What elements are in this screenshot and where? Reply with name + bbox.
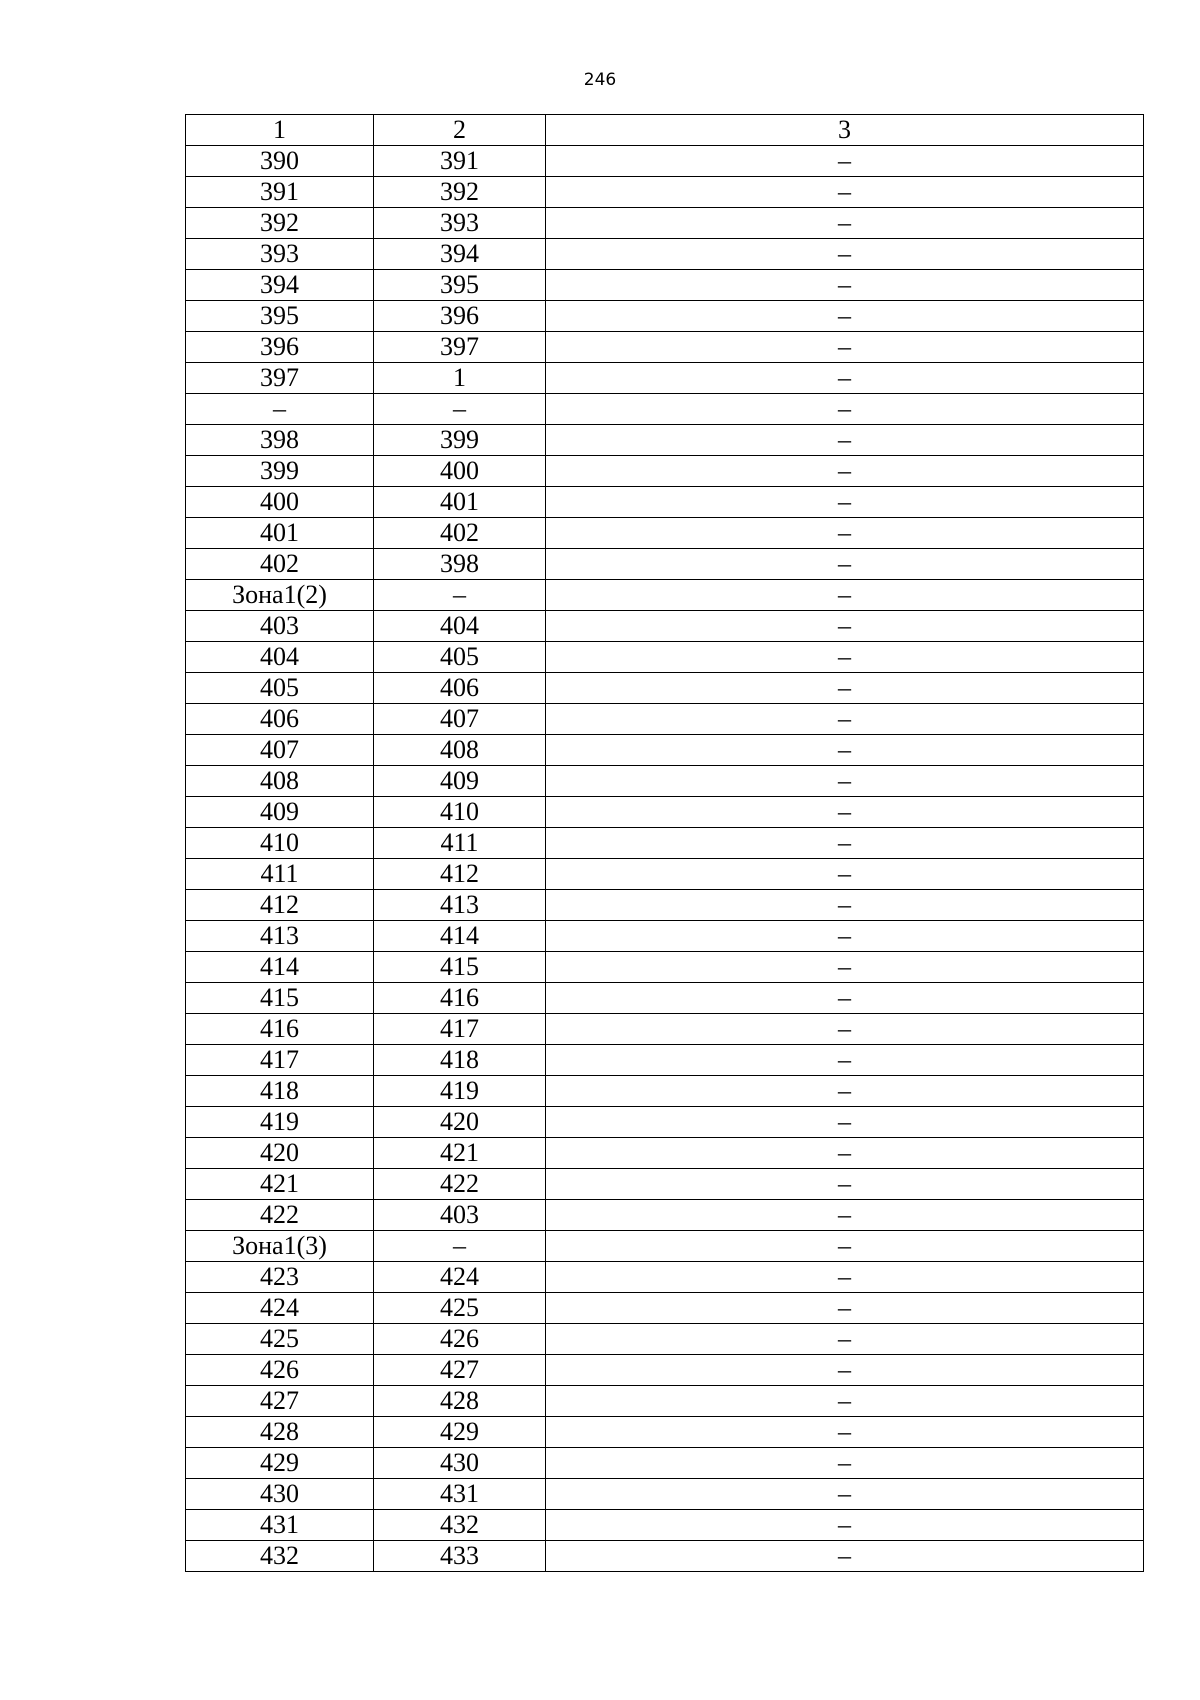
table-cell-col-2: 414 — [374, 921, 546, 952]
table-cell-col-2: 405 — [374, 642, 546, 673]
table-row — [186, 921, 1144, 952]
table-cell-col-2: 411 — [374, 828, 546, 859]
table-cell-col-2: 413 — [374, 890, 546, 921]
table-cell-col-1: 402 — [186, 549, 374, 580]
table-cell-col-3: – — [546, 704, 1144, 735]
table-cell-col-1: 404 — [186, 642, 374, 673]
table-cell-col-3: – — [546, 1262, 1144, 1293]
table-cell-col-2: – — [374, 1231, 546, 1262]
table-cell-col-1: 426 — [186, 1355, 374, 1386]
page-number: 246 — [583, 70, 617, 90]
table-row — [186, 301, 1144, 332]
table-cell-col-3: – — [546, 735, 1144, 766]
table-cell-col-3: – — [546, 673, 1144, 704]
table-cell-col-1: 420 — [186, 1138, 374, 1169]
table-cell-col-1: 412 — [186, 890, 374, 921]
table-cell-col-1: 427 — [186, 1386, 374, 1417]
table-cell-col-1: 403 — [186, 611, 374, 642]
table-row — [186, 611, 1144, 642]
table-cell-col-1: 421 — [186, 1169, 374, 1200]
table-row — [186, 673, 1144, 704]
table-cell-col-2: 424 — [374, 1262, 546, 1293]
table-row — [186, 890, 1144, 921]
table-cell-col-3: – — [546, 1479, 1144, 1510]
table-cell-col-3: – — [546, 1107, 1144, 1138]
table-cell-col-2: 400 — [374, 456, 546, 487]
table-cell-col-3: – — [546, 301, 1144, 332]
table-cell-col-3: – — [546, 859, 1144, 890]
table-cell-col-1: Зона1(3) — [186, 1231, 374, 1262]
table-row — [186, 828, 1144, 859]
table-cell-col-3: – — [546, 1324, 1144, 1355]
table-cell-col-2: 398 — [374, 549, 546, 580]
table-cell-col-2: 409 — [374, 766, 546, 797]
table-row — [186, 518, 1144, 549]
table-cell-col-3: – — [546, 611, 1144, 642]
table-row — [186, 425, 1144, 456]
table-cell-col-1: 431 — [186, 1510, 374, 1541]
table-cell-col-1: 401 — [186, 518, 374, 549]
table-cell-col-2: 425 — [374, 1293, 546, 1324]
table-cell-col-1: 432 — [186, 1541, 374, 1572]
table-cell-col-2: 392 — [374, 177, 546, 208]
table-cell-col-2: 1 — [374, 363, 546, 394]
table-cell-col-1: 399 — [186, 456, 374, 487]
table-cell-col-2: 412 — [374, 859, 546, 890]
table-cell-col-1: 422 — [186, 1200, 374, 1231]
table-cell-col-3: – — [546, 1200, 1144, 1231]
table-cell-col-2: 401 — [374, 487, 546, 518]
table-cell-col-3: – — [546, 1386, 1144, 1417]
table-cell-col-2: 416 — [374, 983, 546, 1014]
table-cell-col-1: 408 — [186, 766, 374, 797]
table-cell-col-3: – — [546, 1014, 1144, 1045]
table-row — [186, 1386, 1144, 1417]
table-cell-col-3: – — [546, 642, 1144, 673]
table-row — [186, 1231, 1144, 1262]
table-cell-col-2: 393 — [374, 208, 546, 239]
table-header-row — [186, 115, 1144, 146]
table-cell-col-3: – — [546, 270, 1144, 301]
table-cell-col-3: – — [546, 1541, 1144, 1572]
table-cell-col-3: – — [546, 1417, 1144, 1448]
table-cell-col-1: 416 — [186, 1014, 374, 1045]
table-cell-col-1: 409 — [186, 797, 374, 828]
table-cell-col-2: 431 — [374, 1479, 546, 1510]
table-cell-col-2: 396 — [374, 301, 546, 332]
table-row — [186, 1448, 1144, 1479]
table-cell-col-3: – — [546, 580, 1144, 611]
table-cell-col-2: 395 — [374, 270, 546, 301]
table-cell-col-1: 417 — [186, 1045, 374, 1076]
table-cell-col-3: – — [546, 549, 1144, 580]
table-cell-col-3: – — [546, 177, 1144, 208]
table-cell-col-1: 418 — [186, 1076, 374, 1107]
table-cell-col-3: – — [546, 208, 1144, 239]
table-cell-col-2: 421 — [374, 1138, 546, 1169]
table-row — [186, 1045, 1144, 1076]
table-row — [186, 363, 1144, 394]
table-cell-col-1: 391 — [186, 177, 374, 208]
table-row — [186, 952, 1144, 983]
table-cell-col-3: – — [546, 456, 1144, 487]
table-cell-col-3: – — [546, 146, 1144, 177]
table-cell-col-2: 406 — [374, 673, 546, 704]
table-row — [186, 1541, 1144, 1572]
data-table — [185, 114, 1144, 1572]
table-cell-col-2: 433 — [374, 1541, 546, 1572]
table-cell-col-1: 424 — [186, 1293, 374, 1324]
table-row — [186, 270, 1144, 301]
table-cell-col-1: 411 — [186, 859, 374, 890]
table-row — [186, 239, 1144, 270]
table-cell-col-2: 426 — [374, 1324, 546, 1355]
table-cell-col-1: 428 — [186, 1417, 374, 1448]
table-cell-col-3: – — [546, 332, 1144, 363]
table-cell-col-2: 394 — [374, 239, 546, 270]
column-header-3: 3 — [546, 115, 1144, 146]
table-cell-col-1: 413 — [186, 921, 374, 952]
table-cell-col-2: 415 — [374, 952, 546, 983]
table-row — [186, 1107, 1144, 1138]
table-cell-col-2: 422 — [374, 1169, 546, 1200]
table-row — [186, 983, 1144, 1014]
table-cell-col-1: 406 — [186, 704, 374, 735]
table-cell-col-3: – — [546, 425, 1144, 456]
table-row — [186, 1076, 1144, 1107]
table-cell-col-3: – — [546, 983, 1144, 1014]
table-cell-col-2: 404 — [374, 611, 546, 642]
table-cell-col-3: – — [546, 1045, 1144, 1076]
table-cell-col-1: 423 — [186, 1262, 374, 1293]
table-cell-col-3: – — [546, 1138, 1144, 1169]
table-cell-col-3: – — [546, 952, 1144, 983]
table-cell-col-2: 397 — [374, 332, 546, 363]
table-cell-col-2: 432 — [374, 1510, 546, 1541]
table-cell-col-2: 418 — [374, 1045, 546, 1076]
table-cell-col-1: 394 — [186, 270, 374, 301]
table-cell-col-1: 419 — [186, 1107, 374, 1138]
table-cell-col-3: – — [546, 363, 1144, 394]
table-cell-col-2: 420 — [374, 1107, 546, 1138]
table-cell-col-3: – — [546, 1510, 1144, 1541]
table-row — [186, 1293, 1144, 1324]
table-row — [186, 1510, 1144, 1541]
table-row — [186, 1417, 1144, 1448]
table-cell-col-1: 400 — [186, 487, 374, 518]
table-row — [186, 549, 1144, 580]
table-row — [186, 704, 1144, 735]
table-cell-col-1: Зона1(2) — [186, 580, 374, 611]
table-cell-col-3: – — [546, 487, 1144, 518]
table-cell-col-2: 407 — [374, 704, 546, 735]
table-row — [186, 1262, 1144, 1293]
table-row — [186, 1169, 1144, 1200]
table-cell-col-3: – — [546, 239, 1144, 270]
table-cell-col-1: 393 — [186, 239, 374, 270]
table-cell-col-1: 415 — [186, 983, 374, 1014]
table-row — [186, 146, 1144, 177]
table-cell-col-1: 395 — [186, 301, 374, 332]
table-cell-col-3: – — [546, 766, 1144, 797]
table-cell-col-2: – — [374, 394, 546, 425]
table-cell-col-2: 430 — [374, 1448, 546, 1479]
table-cell-col-2: 403 — [374, 1200, 546, 1231]
table-cell-col-1: 425 — [186, 1324, 374, 1355]
table-row — [186, 177, 1144, 208]
table-cell-col-2: 399 — [374, 425, 546, 456]
table-row — [186, 735, 1144, 766]
table-cell-col-1: 414 — [186, 952, 374, 983]
table-cell-col-1: 398 — [186, 425, 374, 456]
table-row — [186, 208, 1144, 239]
table-row — [186, 487, 1144, 518]
table-row — [186, 1138, 1144, 1169]
table-cell-col-3: – — [546, 1293, 1144, 1324]
table-cell-col-2: 428 — [374, 1386, 546, 1417]
table-row — [186, 332, 1144, 363]
table-row — [186, 1014, 1144, 1045]
table-row — [186, 1324, 1144, 1355]
table-cell-col-2: 391 — [374, 146, 546, 177]
table-row — [186, 456, 1144, 487]
table-cell-col-1: 405 — [186, 673, 374, 704]
table-row — [186, 859, 1144, 890]
table-cell-col-2: 427 — [374, 1355, 546, 1386]
table-cell-col-3: – — [546, 797, 1144, 828]
table-body — [186, 146, 1144, 1572]
table-row — [186, 797, 1144, 828]
table-cell-col-2: – — [374, 580, 546, 611]
table-cell-col-1: 430 — [186, 1479, 374, 1510]
table-cell-col-2: 419 — [374, 1076, 546, 1107]
table-cell-col-1: – — [186, 394, 374, 425]
table-cell-col-2: 408 — [374, 735, 546, 766]
column-header-1: 1 — [186, 115, 374, 146]
table-cell-col-3: – — [546, 1448, 1144, 1479]
table-row — [186, 394, 1144, 425]
table-cell-col-3: – — [546, 921, 1144, 952]
table-row — [186, 642, 1144, 673]
table-row — [186, 766, 1144, 797]
table-row — [186, 1200, 1144, 1231]
table-cell-col-3: – — [546, 1355, 1144, 1386]
table-cell-col-2: 417 — [374, 1014, 546, 1045]
table-row — [186, 1355, 1144, 1386]
table-cell-col-1: 410 — [186, 828, 374, 859]
table-cell-col-3: – — [546, 1231, 1144, 1262]
table-cell-col-3: – — [546, 1169, 1144, 1200]
table-cell-col-3: – — [546, 1076, 1144, 1107]
table-cell-col-1: 429 — [186, 1448, 374, 1479]
table-cell-col-3: – — [546, 890, 1144, 921]
table-cell-col-1: 407 — [186, 735, 374, 766]
table-cell-col-1: 390 — [186, 146, 374, 177]
table-cell-col-2: 410 — [374, 797, 546, 828]
table-row — [186, 580, 1144, 611]
table-row — [186, 1479, 1144, 1510]
table-cell-col-3: – — [546, 394, 1144, 425]
table-cell-col-2: 402 — [374, 518, 546, 549]
table-cell-col-1: 397 — [186, 363, 374, 394]
table-cell-col-3: – — [546, 828, 1144, 859]
table-cell-col-3: – — [546, 518, 1144, 549]
column-header-2: 2 — [374, 115, 546, 146]
table-cell-col-2: 429 — [374, 1417, 546, 1448]
table-cell-col-1: 392 — [186, 208, 374, 239]
table-cell-col-1: 396 — [186, 332, 374, 363]
